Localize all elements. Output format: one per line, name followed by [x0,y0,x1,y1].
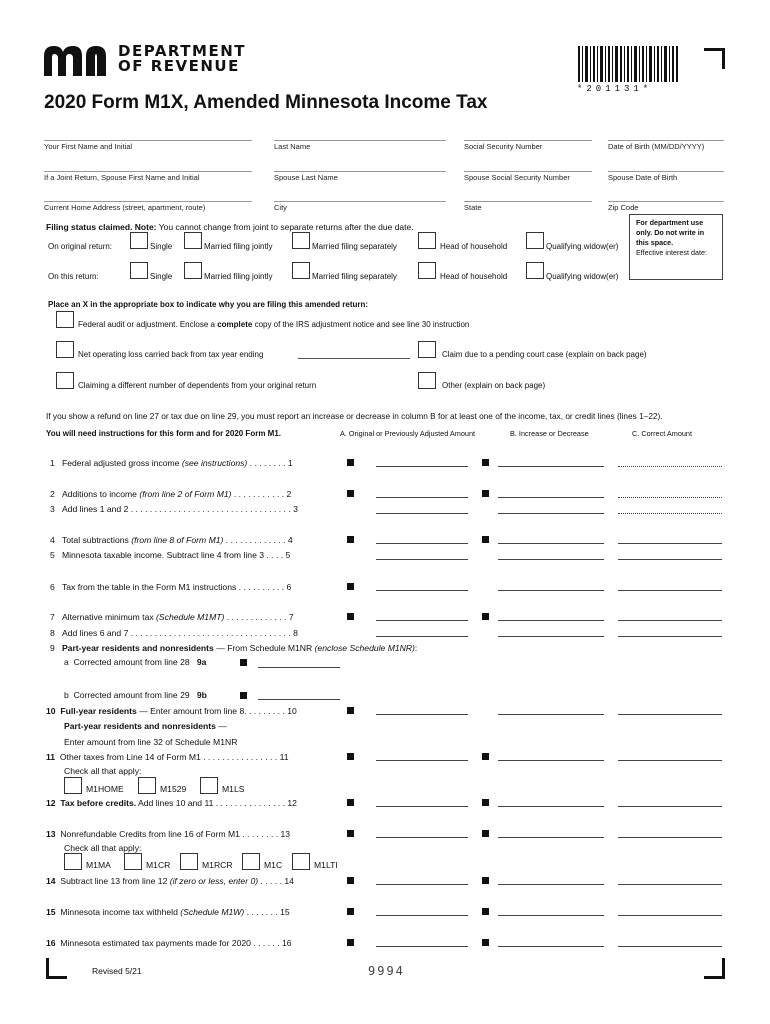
department-name: DEPARTMENT OF REVENUE [118,42,246,75]
line-13-b-marker [482,830,489,837]
first-name-field[interactable]: Your First Name and Initial [44,142,133,151]
line-1-col-c[interactable] [618,466,722,467]
orig-single-checkbox[interactable] [130,232,148,249]
address-field[interactable]: Current Home Address (street, apartment, route) [44,203,206,212]
column-c-header: C. Correct Amount [632,429,693,438]
department-use-box: For department use only. Do not write in this space. Effective interest date: [629,214,723,280]
line-9a: a Corrected amount from line 28 9a [64,657,207,667]
line-9: 9 Part-year residents and nonresidents — From Schedule M1NR (enclose Schedule M1NR): [50,643,418,653]
nol-label: Net operating loss carried back from tax year ending [78,350,264,359]
line-12-col-c[interactable] [618,806,722,807]
line-2-col-a[interactable] [376,497,468,498]
line-4: 4 Total subtractions (from line 8 of Form M1) . . . . . . . . . . . . . 4 [50,535,293,545]
line-3: 3 Add lines 1 and 2 . . . . . . . . . . . . . . . . . . . . . . . . . . . . . . . . . . 3 [50,504,298,514]
line-3-col-b[interactable] [498,513,604,514]
state-field[interactable]: State [464,203,482,212]
line-16-col-c[interactable] [618,946,722,947]
line-6-col-b[interactable] [498,590,604,591]
other-reason-checkbox[interactable] [418,372,436,389]
line-11-col-b[interactable] [498,760,604,761]
line-15-col-a[interactable] [376,915,468,916]
barcode-icon [578,46,678,82]
this-qw-label: Qualifying widow(er) [546,272,619,281]
line-14-b-marker [482,877,489,884]
line-13-marker [347,830,354,837]
m1529-checkbox[interactable] [138,777,156,794]
line-6-col-a[interactable] [376,590,468,591]
line-13-col-c[interactable] [618,837,722,838]
this-return-label: On this return: [48,272,99,281]
line-1-col-a[interactable] [376,466,468,467]
line-8-col-c[interactable] [618,636,722,637]
line-7-marker [347,613,354,620]
m1lti-label: M1LTI [314,860,338,870]
line-1-b-marker [482,459,489,466]
line-16-col-a[interactable] [376,946,468,947]
line-10-marker [347,707,354,714]
line-9a-field[interactable] [258,667,340,668]
line-9b-marker [240,692,247,699]
line-16-b-marker [482,939,489,946]
corner-mark-bottom-right [704,958,725,979]
spouse-ssn-field[interactable]: Spouse Social Security Number [464,173,570,182]
line-11: 11 Other taxes from Line 14 of Form M1 . . . . . . . . . . . . . . . . 11 [46,752,289,762]
line-10: 10 Full-year residents — Enter amount from line 8. . . . . . . . . 10 [46,706,297,716]
line-7: 7 Alternative minimum tax (Schedule M1MT) . . . . . . . . . . . . . 7 [50,612,294,622]
zip-field[interactable]: Zip Code [608,203,639,212]
line-1-marker [347,459,354,466]
this-single-checkbox[interactable] [130,262,148,279]
line-10-m1nr-note: Enter amount from line 32 of Schedule M1NR [64,737,238,747]
this-mfj-checkbox[interactable] [184,262,202,279]
last-name-field[interactable]: Last Name [274,142,311,151]
line-14: 14 Subtract line 13 from line 12 (if zero or less, enter 0) . . . . . 14 [46,876,294,886]
orig-hoh-checkbox[interactable] [418,232,436,249]
line-15: 15 Minnesota income tax withheld (Schedule M1W) . . . . . . . 15 [46,907,290,917]
line-13-col-b[interactable] [498,837,604,838]
reasons-heading: Place an X in the appropriate box to indicate why you are filing this amended return: [48,300,369,309]
line-7-b-marker [482,613,489,620]
line-4-col-c[interactable] [618,543,722,544]
dependents-checkbox[interactable] [56,372,74,389]
line-2-col-c[interactable] [618,497,722,498]
line-7-col-a[interactable] [376,620,468,621]
m1c-label: M1C [264,860,283,870]
m1lti-checkbox[interactable] [292,853,310,870]
line-6: 6 Tax from the table in the Form M1 instructions . . . . . . . . . . 6 [50,582,292,592]
line-4-marker [347,536,354,543]
line-12-b-marker [482,799,489,806]
orig-mfj-label: Married filing jointly [204,242,273,251]
orig-mfs-label: Married filing separately [312,242,397,251]
line-12: 12 Tax before credits. Add lines 10 and 11 . . . . . . . . . . . . . . . 12 [46,798,297,808]
line-4-b-marker [482,536,489,543]
line-8-col-a[interactable] [376,636,468,637]
line-13: 13 Nonrefundable Credits from line 16 of Form M1 . . . . . . . . 13 [46,829,291,839]
line-11-b-marker [482,753,489,760]
spouse-last-name-field[interactable]: Spouse Last Name [274,173,338,182]
mn-logo-icon [44,46,112,76]
line-1-col-b[interactable] [498,466,604,467]
line-9a-marker [240,659,247,666]
other-reason-label: Other (explain on back page) [442,381,546,390]
m1ma-checkbox[interactable] [64,853,82,870]
line-4-col-a[interactable] [376,543,468,544]
m1529-label: M1529 [160,784,187,794]
this-mfs-label: Married filing separately [312,272,397,281]
line-6-marker [347,583,354,590]
line-2-col-b[interactable] [498,497,604,498]
instructions-note: You will need instructions for this form and for 2020 Form M1. [46,429,281,438]
line-15-b-marker [482,908,489,915]
line-5-col-a[interactable] [376,559,468,560]
line-11-check-label: Check all that apply: [64,766,142,776]
m1home-checkbox[interactable] [64,777,82,794]
line-4-col-b[interactable] [498,543,604,544]
m1cr-label: M1CR [146,860,171,870]
this-hoh-label: Head of household [440,272,508,281]
original-return-label: On original return: [48,242,113,251]
this-mfs-checkbox[interactable] [292,262,310,279]
line-14-col-a[interactable] [376,884,468,885]
city-field[interactable]: City [274,203,287,212]
line-8: 8 Add lines 6 and 7 . . . . . . . . . . . . . . . . . . . . . . . . . . . . . . . . . . 8 [50,628,298,638]
orig-mfs-checkbox[interactable] [292,232,310,249]
line-11-marker [347,753,354,760]
line-9b-field[interactable] [258,699,340,700]
orig-qw-checkbox[interactable] [526,232,544,249]
orig-qw-label: Qualifying widow(er) [546,242,619,251]
line-10-part-year: Part-year residents and nonresidents — [64,721,227,731]
form-code: 9994 [368,964,405,978]
line-16-marker [347,939,354,946]
m1cr-checkbox[interactable] [124,853,142,870]
filing-status-heading: Filing status claimed. Note: You cannot change from joint to separate returns after the due date. [46,222,414,232]
line-16-col-b[interactable] [498,946,604,947]
federal-audit-checkbox[interactable] [56,311,74,328]
line-1: 1 Federal adjusted gross income (see instructions) . . . . . . . . 1 [50,458,293,468]
line-14-marker [347,877,354,884]
m1c-checkbox[interactable] [242,853,260,870]
this-hoh-checkbox[interactable] [418,262,436,279]
court-case-label: Claim due to a pending court case (explain on back page) [442,350,647,359]
line-14-col-c[interactable] [618,884,722,885]
ssn-field[interactable]: Social Security Number [464,142,543,151]
refund-notice: If you show a refund on line 27 or tax due on line 29, you must report an increase or decrease in column B for at least one of the income, tax, or credit lines (lines 1–22). [46,411,663,421]
line-14-col-b[interactable] [498,884,604,885]
court-case-checkbox[interactable] [418,341,436,358]
this-qw-checkbox[interactable] [526,262,544,279]
dependents-label: Claiming a different number of dependents from your original return [78,381,317,390]
line-3-col-c[interactable] [618,513,722,514]
line-12-col-b[interactable] [498,806,604,807]
line-6-col-c[interactable] [618,590,722,591]
m1home-label: M1HOME [86,784,124,794]
line-7-col-b[interactable] [498,620,604,621]
line-2: 2 Additions to income (from line 2 of Form M1) . . . . . . . . . . . 2 [50,489,292,499]
line-5-col-b[interactable] [498,559,604,560]
corner-mark-bottom-left [46,958,67,979]
m1rcr-checkbox[interactable] [180,853,198,870]
spouse-first-name-field[interactable]: If a Joint Return, Spouse First Name and Initial [44,173,200,182]
m1ls-label: M1LS [222,784,245,794]
corner-mark-top-right [704,48,725,69]
line-11-col-c[interactable] [618,760,722,761]
line-13-check-label: Check all that apply: [64,843,142,853]
line-5: 5 Minnesota taxable income. Subtract line 4 from line 3 . . . . 5 [50,550,291,560]
line-3-col-a[interactable] [376,513,468,514]
line-5-col-c[interactable] [618,559,722,560]
line-12-col-a[interactable] [376,806,468,807]
line-13-col-a[interactable] [376,837,468,838]
line-16: 16 Minnesota estimated tax payments made for 2020 . . . . . . 16 [46,938,292,948]
line-7-col-c[interactable] [618,620,722,621]
line-10-col-a[interactable] [376,714,468,715]
column-b-header: B. Increase or Decrease [510,429,589,438]
line-9b: b Corrected amount from line 29 9b [64,690,207,700]
line-2-b-marker [482,490,489,497]
nol-checkbox[interactable] [56,341,74,358]
barcode-number: *201131* [577,84,653,94]
revised-date: Revised 5/21 [92,966,142,976]
line-15-col-c[interactable] [618,915,722,916]
orig-mfj-checkbox[interactable] [184,232,202,249]
line-11-col-a[interactable] [376,760,468,761]
this-mfj-label: Married filing jointly [204,272,273,281]
line-15-marker [347,908,354,915]
dob-field[interactable]: Date of Birth (MM/DD/YYYY) [608,142,705,151]
form-title: 2020 Form M1X, Amended Minnesota Income Tax [44,92,488,113]
nol-year-field[interactable] [298,358,410,359]
orig-single-label: Single [150,242,173,251]
m1ls-checkbox[interactable] [200,777,218,794]
orig-hoh-label: Head of household [440,242,508,251]
line-10-col-c[interactable] [618,714,722,715]
federal-audit-label: Federal audit or adjustment. Enclose a complete copy of the IRS adjustment notice and see line 30 instruction [78,320,470,329]
spouse-dob-field[interactable]: Spouse Date of Birth [608,173,678,182]
line-15-col-b[interactable] [498,915,604,916]
line-8-col-b[interactable] [498,636,604,637]
line-2-marker [347,490,354,497]
line-12-marker [347,799,354,806]
line-10-col-b[interactable] [498,714,604,715]
m1ma-label: M1MA [86,860,111,870]
this-single-label: Single [150,272,173,281]
m1rcr-label: M1RCR [202,860,233,870]
column-a-header: A. Original or Previously Adjusted Amount [340,429,476,438]
